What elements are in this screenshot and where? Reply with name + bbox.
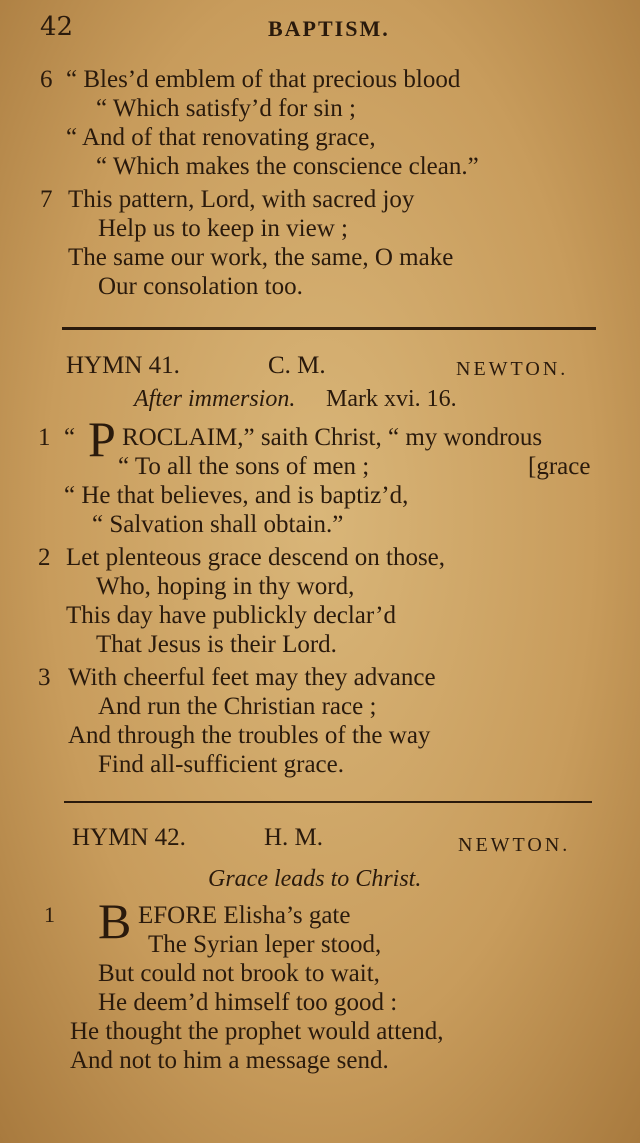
verse-line: Our consolation too. xyxy=(98,273,303,300)
verse-number: 6 xyxy=(40,66,53,93)
verse-line: And run the Christian race ; xyxy=(98,693,377,720)
hymn-title: HYMN 42. xyxy=(72,824,186,851)
verse-line: He deem’d himself too good : xyxy=(98,989,398,1016)
verse-line: Let plenteous grace descend on those, xyxy=(66,544,446,571)
carried-word: [grace xyxy=(528,453,591,480)
verse-line: ROCLAIM,” saith Christ, “ my wondrous xyxy=(122,424,543,451)
drop-capital: P xyxy=(88,411,116,467)
hymn-title: HYMN 41. xyxy=(66,352,180,379)
verse-line: The same our work, the same, O make xyxy=(68,244,454,271)
verse-number: 1 xyxy=(44,902,55,927)
verse-line: He thought the prophet would attend, xyxy=(70,1018,444,1045)
open-quote: “ xyxy=(64,424,76,451)
hymn-subtitle: Grace leads to Christ. xyxy=(208,866,422,892)
hymn-author: NEWTON. xyxy=(458,834,571,856)
running-head: BAPTISM. xyxy=(268,16,390,41)
verse-line: “ He that believes, and is baptiz’d, xyxy=(64,482,409,509)
verse-line: This pattern, Lord, with sacred joy xyxy=(68,186,415,213)
verse-line: “ Bles’d emblem of that precious blood xyxy=(66,66,461,93)
verse-number: 2 xyxy=(38,544,51,571)
verse-line: EFORE Elisha’s gate xyxy=(138,902,351,929)
verse-line: With cheerful feet may they advance xyxy=(68,664,436,691)
verse-line: “ And of that renovating grace, xyxy=(66,124,376,151)
verse-line: “ Which makes the conscience clean.” xyxy=(96,153,479,180)
hymn-meter: C. M. xyxy=(268,352,326,379)
scripture-reference: Mark xvi. 16. xyxy=(326,386,457,412)
verse-number: 7 xyxy=(40,186,53,213)
verse-line: “ Salvation shall obtain.” xyxy=(92,511,344,538)
verse-line: “ To all the sons of men ; xyxy=(118,453,370,480)
hymn-subtitle: After immersion. xyxy=(134,386,296,412)
page-number: 42 xyxy=(40,12,74,42)
verse-line: And through the troubles of the way xyxy=(68,722,431,749)
verse-line: Help us to keep in view ; xyxy=(98,215,348,242)
drop-capital: B xyxy=(98,893,132,949)
verse-number: 1 xyxy=(38,424,51,451)
verse-line: This day have publickly declar’d xyxy=(66,602,396,629)
hymn-meter: H. M. xyxy=(264,824,324,851)
verse-line: Who, hoping in thy word, xyxy=(96,573,355,600)
verse-line: That Jesus is their Lord. xyxy=(96,631,337,658)
verse-line: “ Which satisfy’d for sin ; xyxy=(96,95,356,122)
hymn-author: NEWTON. xyxy=(456,358,569,380)
verse-number: 3 xyxy=(38,664,51,691)
section-divider xyxy=(62,327,596,330)
verse-line: Find all-sufficient grace. xyxy=(98,751,344,778)
verse-line: The Syrian leper stood, xyxy=(148,931,382,958)
section-divider xyxy=(64,801,592,803)
verse-line: And not to him a message send. xyxy=(70,1047,389,1074)
verse-line: But could not brook to wait, xyxy=(98,960,380,987)
